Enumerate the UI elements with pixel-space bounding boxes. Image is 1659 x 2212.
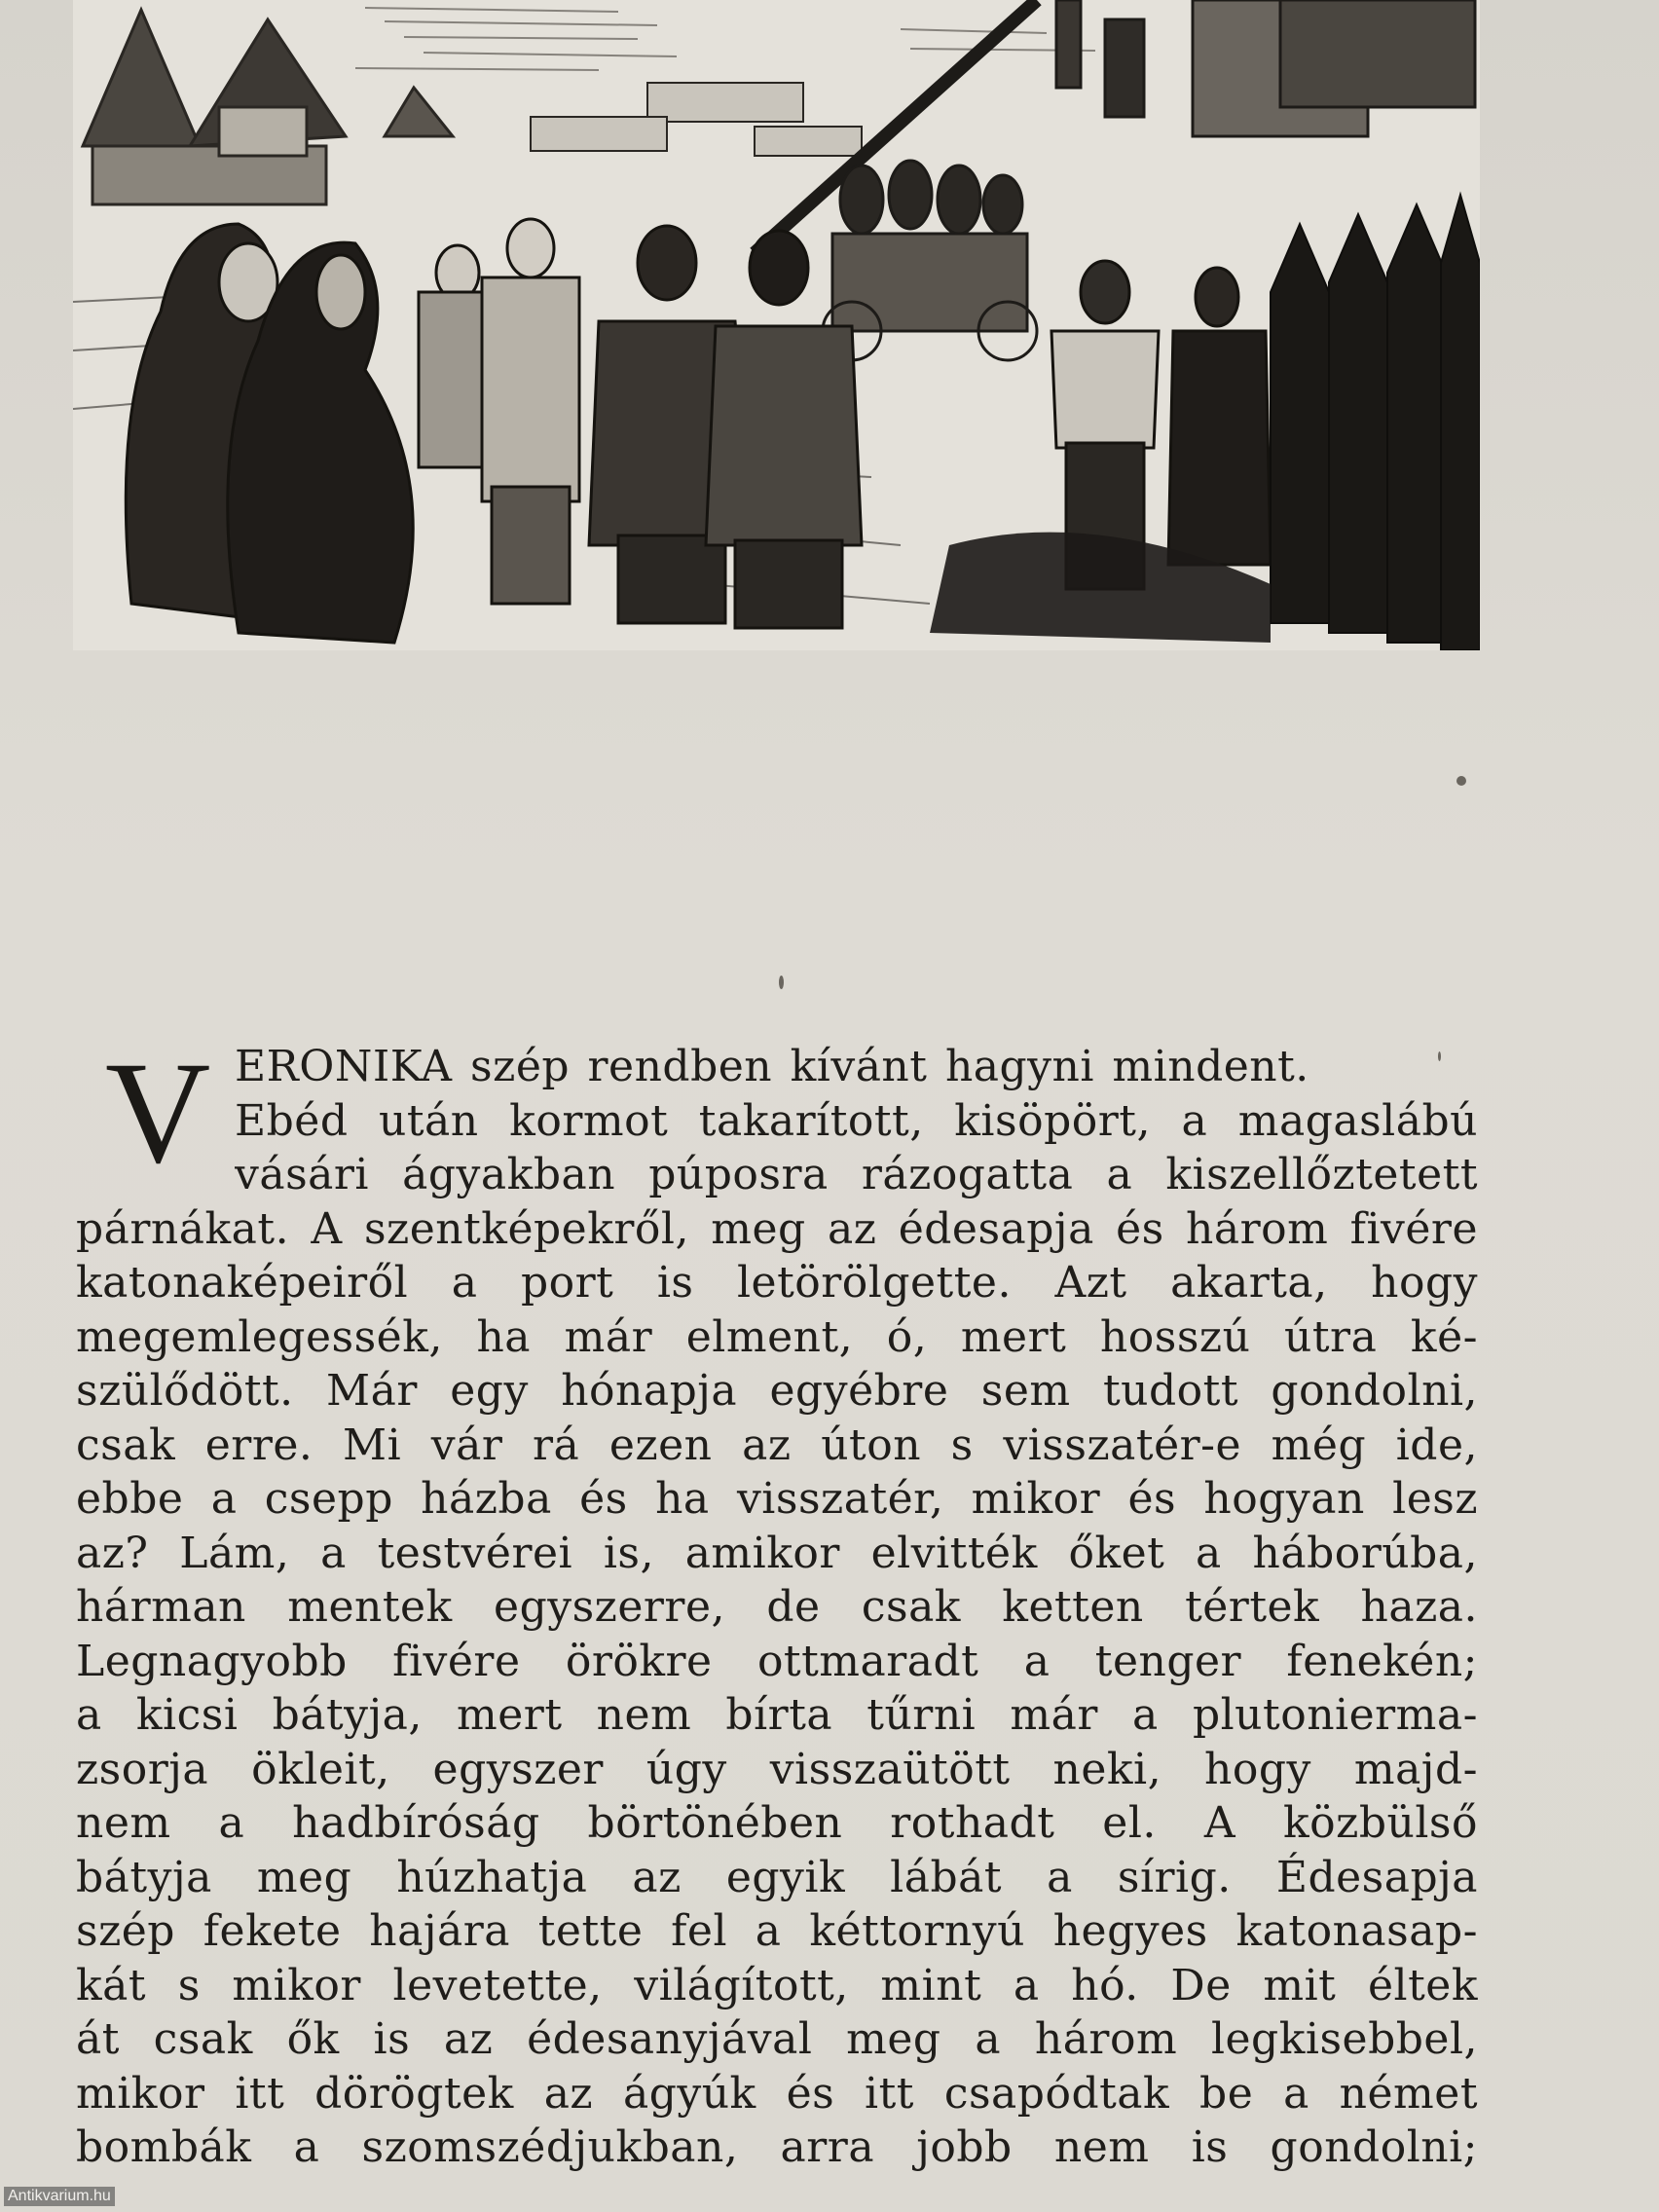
text-line: ebbe a csepp házba és ha visszatér, mikor és hogyan lesz [76, 1474, 1478, 1524]
village-street-illustration [73, 0, 1480, 650]
story-text [76, 1032, 1478, 2175]
text-line: vásári ágyakban púposra rázogatta a kiszellőztetett [235, 1150, 1478, 1199]
text-line: Ebéd után kormot takarított, kisöpört, a magaslábú [235, 1095, 1478, 1146]
text-line: nem a hadbíróság börtönében rothadt el. A közbülső [76, 1798, 1478, 1848]
text-line: katonaképeiről a port is letörölgette. Azt akarta, hogy [76, 1258, 1478, 1308]
text-line: bátyja meg húzhatja az egyik lábát a sírig. Édesapja [76, 1852, 1478, 1902]
text-line: Legnagyobb fivére örökre ottmaradt a tenger fenekén; [76, 1636, 1478, 1686]
text-line: szép fekete hajára tette fel a kéttornyú hegyes katonasap- [76, 1906, 1478, 1956]
text-line: párnákat. A szentképekről, meg az édesapja és három fivére [76, 1203, 1478, 1254]
print-speck [1456, 776, 1466, 786]
text-line: át csak ők is az édesanyjával meg a három legkisebbel, [76, 2014, 1478, 2064]
text-line: hárman mentek egyszerre, de csak ketten tértek haza. [76, 1582, 1478, 1632]
ink-drawing [73, 0, 1480, 650]
text-line: megemlegessék, ha már elment, ó, mert hosszú útra ké- [76, 1311, 1478, 1362]
text-line: csak erre. Mi vár rá ezen az úton s visszatér-e még ide, [76, 1419, 1478, 1470]
drop-cap-letter: V [105, 1032, 211, 1194]
text-line: ERONIKA szép rendben kívánt hagyni mindent. [235, 1042, 1309, 1091]
text-line: a kicsi bátyja, mert nem bírta tűrni már a plutonierma- [76, 1690, 1478, 1740]
text-line: szülődött. Már egy hónapja egyébre sem tudott gondolni, [76, 1366, 1478, 1416]
print-speck [779, 976, 784, 989]
text-line: bombák a szomszédjukban, arra jobb nem is gondolni; [76, 2122, 1478, 2172]
text-line: kát s mikor levetette, világított, mint a hó. De mit éltek [76, 1960, 1478, 2010]
text-line: mikor itt dörögtek az ágyúk és itt csapódtak be a német [76, 2068, 1478, 2119]
text-line: zsorja ökleit, egyszer úgy visszaütött neki, hogy majd- [76, 1744, 1478, 1794]
text-line: az? Lám, a testvérei is, amikor elvitték őket a háborúba, [76, 1528, 1478, 1578]
source-watermark: Antikvarium.hu [4, 2187, 115, 2206]
